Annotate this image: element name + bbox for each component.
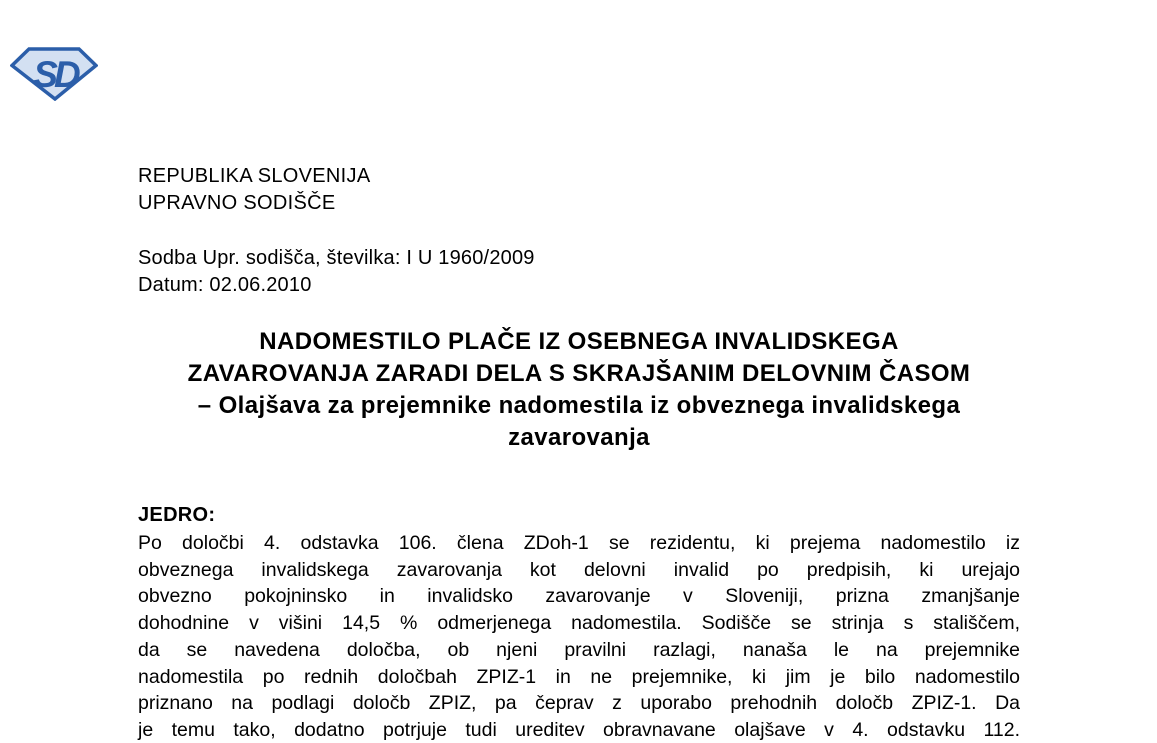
country-name: REPUBLIKA SLOVENIJA (138, 165, 371, 187)
body-line: obvezno pokojninsko in invalidsko zavarovanje v Sloveniji, prizna zmanjšanje (138, 585, 1020, 608)
body-line: Po določbi 4. odstavka 106. člena ZDoh-1 se rezidentu, ki prejema nadomestilo iz (138, 532, 1020, 554)
document-content (138, 0, 1020, 743)
document-title (138, 326, 1020, 454)
body-line: obveznega invalidskega zavarovanja kot delovni invalid po predpisih, ki urejajo (138, 558, 1020, 581)
jedro-heading: JEDRO: (138, 504, 216, 526)
logo-letters: SD (33, 54, 77, 95)
case-number-line: Sodba Upr. sodišča, številka: I U 1960/2009 (138, 247, 535, 269)
jedro-paragraph (138, 530, 1020, 743)
title-line: ZAVAROVANJA ZARADI DELA S SKRAJŠANIM DELOVNIM ČASOM (187, 360, 971, 387)
body-line: nadomestila po rednih določbah ZPIZ-1 in ne prejemnike, ki jim je bilo nadomestilo (138, 665, 1020, 688)
body-line: priznano na podlagi določb ZPIZ, pa čeprav z uporabo prehodnih določb ZPIZ-1. Da (138, 692, 1020, 715)
body-line: da se navedena določba, ob njeni pravilni razlagi, nanaša le na prejemnike (138, 638, 1020, 661)
case-info (138, 245, 535, 299)
date-line: Datum: 02.06.2010 (138, 274, 312, 296)
body-line: dohodnine v višini 14,5 % odmerjenega nadomestila. Sodišče se strinja s stališčem, (138, 612, 1020, 635)
title-line: – Olajšava za prejemnike nadomestila iz obveznega invalidskega (197, 392, 961, 419)
title-line: zavarovanja (508, 424, 650, 451)
court-sd-logo-icon (10, 46, 98, 101)
title-line: NADOMESTILO PLAČE IZ OSEBNEGA INVALIDSKEGA (259, 328, 899, 355)
court-name: UPRAVNO SODIŠČE (138, 192, 336, 214)
letterhead (138, 163, 370, 217)
body-line: je temu tako, dodatno potrjuje tudi ureditev obravnavane olajšave v 4. odstavku 112. (138, 718, 1020, 741)
